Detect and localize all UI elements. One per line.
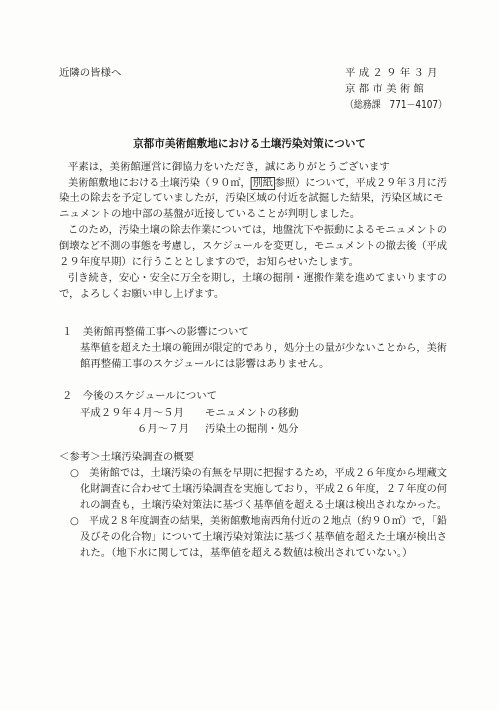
schedule-period: ６月～７月 — [137, 423, 189, 435]
reference-bullet-1-line-3: れの調査も，土壌汚染対策法に基づく基準値を超える土壌は検出されなかった。 — [80, 499, 447, 511]
reference-heading: ＜参考＞土壌汚染調査の概要 — [59, 451, 195, 463]
intro-paragraph-3-line-2: 倒壊など不測の事態を考慮し，スケジュールを変更し，モニュメントの撤去後（平成 — [59, 240, 447, 252]
recipient: 近隣の皆様へ — [59, 67, 122, 79]
intro-text: 参照）について，平成２９年３月に汚 — [274, 177, 448, 189]
intro-paragraph-4-line-1: 引き続き，安心・安全に万全を期し，土壌の掘削・運搬作業を進めてまいりますの — [68, 272, 448, 284]
intro-paragraph-2-line-3: ニュメントの地中部の基盤が近接していることが判明しました。 — [59, 208, 361, 220]
intro-paragraph-3-line-1: このため，汚染土壌の除去作業については，地盤沈下や振動によるモニュメントの — [68, 224, 447, 236]
schedule-row — [80, 424, 299, 434]
intro-paragraph-3-line-3: ２９年度早期）に行うこととしますので，お知らせいたします。 — [59, 256, 359, 268]
issuer-name: 京 都 市 美 術 館 — [345, 83, 424, 95]
issue-date: 平 成 ２ ９ 年 ３ 月 — [345, 67, 438, 79]
schedule-row — [80, 408, 299, 418]
section-1-line-2: 館再整備工事のスケジュールには影響はありません。 — [80, 358, 330, 370]
reference-bullet-2-line-3: れた。（地下水に関しては，基準値を超える数値は検出されていない。） — [80, 547, 413, 559]
intro-paragraph-2-line-2: 染土の除去を予定していましたが，汚染区域の付近を試掘した結果，汚染区域にモ — [59, 192, 444, 204]
reference-bullet-1-line-1: ○ 美術館では，土壌汚染の有無を早期に把握するため，平成２６年度から埋蔵文 — [70, 467, 448, 479]
schedule-task: モニュメントの移動 — [205, 407, 299, 419]
intro-text: 美術館敷地における土壌汚染（９０㎡， — [68, 177, 251, 189]
section-1-line-1: 基準値を超えた土壌の範囲が限定的であり，処分土の量が少ないことから，美術 — [80, 342, 447, 354]
schedule-period: 平成２９年４月～５月 — [80, 407, 184, 419]
issuer-contact: （総務課 771－4107） — [345, 99, 447, 111]
appendix-reference-box: 別紙 — [252, 177, 273, 189]
section-1-heading: １ 美術館再整備工事への影響について — [62, 326, 249, 338]
schedule-task: 汚染土の掘削・処分 — [205, 423, 299, 435]
reference-bullet-2-line-2: 及びその化合物」について土壌汚染対策法に基づく基準値を超えた土壌が検出さ — [80, 531, 448, 543]
document-title: 京都市美術館敷地における土壌汚染対策について — [133, 138, 366, 150]
intro-paragraph-2-line-1 — [68, 177, 447, 190]
intro-paragraph-4-line-2: で，よろしくお願い申し上げます。 — [59, 288, 225, 300]
reference-bullet-2-line-1: ○ 平成２８年度調査の結果，美術館敷地南西角付近の２地点（約９０㎡）で，「鉛 — [70, 515, 448, 527]
intro-paragraph-1: 平素は，美術館運営に御協力をいただき，誠にありがとうございます — [68, 161, 390, 173]
section-2-heading: ２ 今後のスケジュールについて — [62, 390, 218, 402]
reference-bullet-1-line-2: 化財調査に合わせて土壌汚染調査を実施しており，平成２６年度，２７年度の何 — [80, 483, 447, 495]
